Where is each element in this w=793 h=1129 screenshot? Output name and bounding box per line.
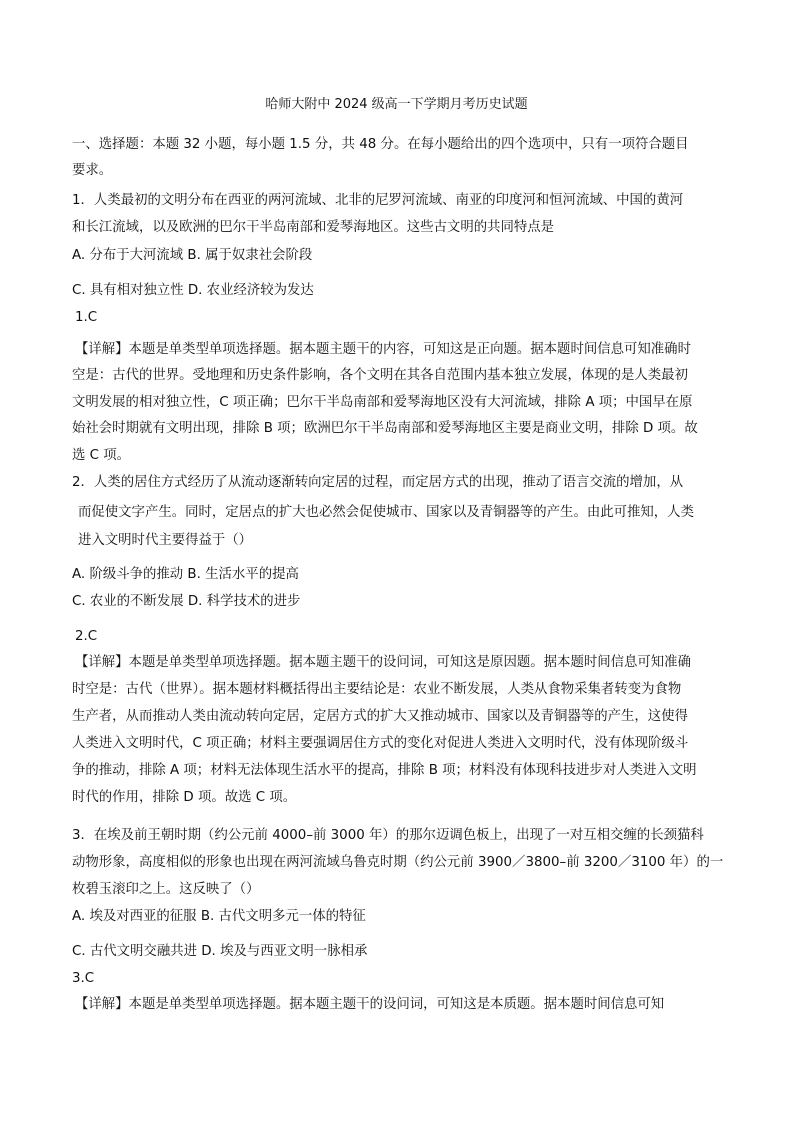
question-1-options-cd: C. 具有相对独立性 D. 农业经济较为发达 xyxy=(72,283,314,298)
question-1-explanation-line-4: 始社会时期就有文明出现，排除 B 项；欧洲巴尔干半岛南部和爱琴海地区主要是商业文明，排除 D 项。故 xyxy=(72,421,698,436)
question-1-answer: 1.C xyxy=(75,310,98,325)
question-2-stem-line-2: 而促使文字产生。同时，定居点的扩大也必然会促使城市、国家以及青铜器等的产生。由此可推知，人类 xyxy=(78,505,694,520)
question-3-stem-line-1: 3．在埃及前王朝时期（约公元前 4000–前 3000 年）的那尔迈调色板上，出现了一对互相交缠的长颈猫科 xyxy=(72,828,704,843)
question-2-explanation-line-6: 时代的作用，排除 D 项。故选 C 项。 xyxy=(72,790,297,805)
question-1-explanation-line-3: 文明发展的相对独立性，C 项正确；巴尔干半岛南部和爱琴海地区没有大河流域，排除 A 项；中国早在原 xyxy=(72,395,693,410)
question-2-stem-line-1: 2．人类的居住方式经历了从流动逐渐转向定居的过程，而定居方式的出现，推动了语言交流的增加，从 xyxy=(72,475,684,490)
question-2-options-cd: C. 农业的不断发展 D. 科学技术的进步 xyxy=(72,594,301,609)
question-2-explanation-line-2: 时空是：古代（世界）。据本题材料概括得出主要结论是：农业不断发展，人类从食物采集者转变为食物 xyxy=(72,682,682,697)
question-1-options-ab: A. 分布于大河流域 B. 属于奴隶社会阶段 xyxy=(72,248,313,263)
question-3-explanation-line-1: 【详解】本题是单类型单项选择题。据本题主题干的设问词，可知这是本质题。据本题时间信息可知 xyxy=(75,997,665,1012)
question-2-stem-line-3: 进入文明时代主要得益于（） xyxy=(78,533,253,548)
question-2-explanation-line-5: 争的推动，排除 A 项；材料无法体现生活水平的提高，排除 B 项；材料没有体现科技进步对人类进入文明 xyxy=(72,763,697,778)
question-1-explanation-line-1: 【详解】本题是单类型单项选择题。据本题主题干的内容，可知这是正向题。据本题时间信息可知准确时 xyxy=(75,342,691,357)
question-3-options-ab: A. 埃及对西亚的征服 B. 古代文明多元一体的特征 xyxy=(72,909,366,924)
question-3-stem-line-2: 动物形象，高度相似的形象也出现在两河流域乌鲁克时期（约公元前 3900／3800–前 3200／3100 年）的一 xyxy=(72,855,724,870)
question-1-explanation-line-5: 选 C 项。 xyxy=(72,448,131,463)
section-instruction-line-1: 一、选择题：本题 32 小题，每小题 1.5 分，共 48 分。在每小题给出的四个选项中，只有一项符合题目 xyxy=(72,137,689,152)
question-1-stem-line-2: 和长江流域，以及欧洲的巴尔干半岛南部和爱琴海地区。这些古文明的共同特点是 xyxy=(72,220,555,235)
question-1-stem-line-1: 1．人类最初的文明分布在西亚的两河流域、北非的尼罗河流域、南亚的印度河和恒河流域、中国的黄河 xyxy=(72,193,684,208)
page-title: 哈师大附中 2024 级高一下学期月考历史试题 xyxy=(265,97,528,112)
question-3-answer: 3.C xyxy=(72,971,95,986)
question-3-stem-line-3: 枚碧玉滚印之上。这反映了（） xyxy=(72,882,260,897)
question-2-explanation-line-4: 人类进入文明时代，C 项正确；材料主要强调居住方式的变化对促进人类进入文明时代，没有体现阶级斗 xyxy=(72,736,689,751)
question-2-options-ab: A. 阶级斗争的推动 B. 生活水平的提高 xyxy=(72,567,299,582)
question-2-answer: 2.C xyxy=(75,629,98,644)
question-2-explanation-line-1: 【详解】本题是单类型单项选择题。据本题主题干的设问词，可知这是原因题。据本题时间信息可知准确 xyxy=(75,655,691,670)
question-3-options-cd: C. 古代文明交融共进 D. 埃及与西亚文明一脉相承 xyxy=(72,944,368,959)
question-2-explanation-line-3: 生产者，从而推动人类由流动转向定居，定居方式的扩大又推动城市、国家以及青铜器等的产生，这使得 xyxy=(72,709,688,724)
question-1-explanation-line-2: 空是：古代的世界。受地理和历史条件影响，各个文明在其各自范围内基本独立发展，体现的是人类最初 xyxy=(72,368,688,383)
section-instruction-line-2: 要求。 xyxy=(72,163,113,178)
